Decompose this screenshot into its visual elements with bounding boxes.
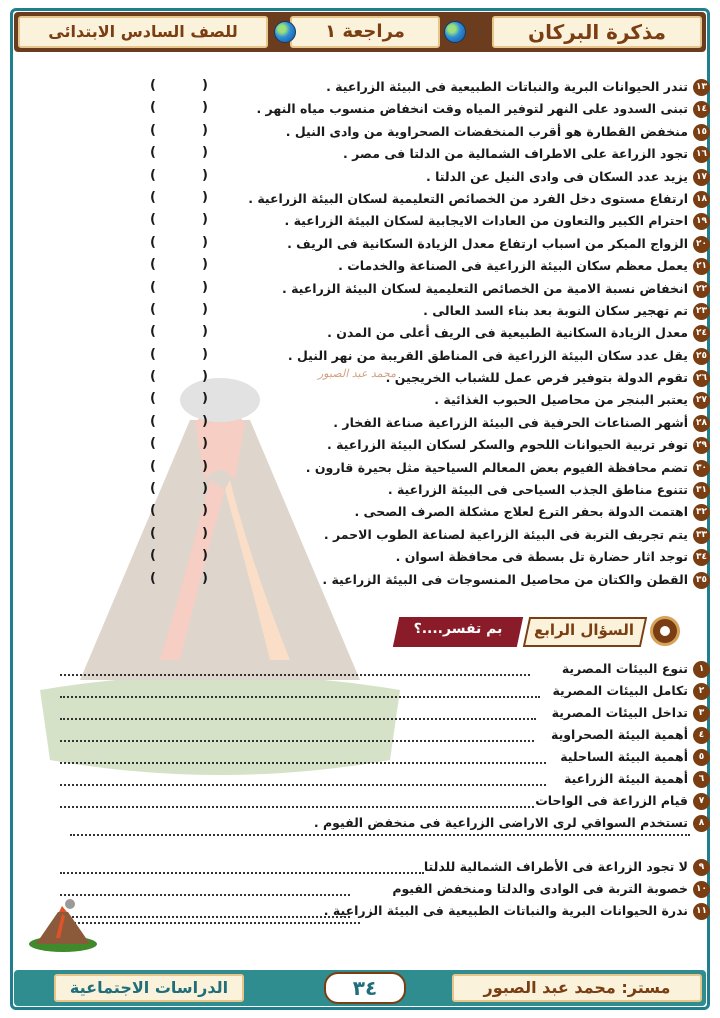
statement-text: معدل الزيادة السكانية الطبيعية فى الريف أعلى من المدن . [327,325,688,341]
explain-number: ٨ [693,815,710,832]
explain-text: أهمية البيئة الصحراوية [551,727,688,742]
statement-row [20,457,710,479]
explain-number: ٥ [693,749,710,766]
explain-row [20,724,710,746]
brand-panel [492,16,702,48]
explain-row [20,900,710,922]
statement-text: يعتبر البنجر من محاصيل الحبوب الغذائية . [434,392,688,408]
answer-paren-open[interactable]: ( [202,525,208,541]
teacher-name: مستر: محمد عبد الصبور [483,978,671,997]
statement-number: ١٤ [693,101,710,118]
explain-text: خصوبة التربة فى الوادى والدلتا ومنخفض الفيوم [392,881,688,896]
section-header [380,614,680,650]
statement-text: ارتفاع مستوى دخل الفرد من الخصائص التعليمية لسكان البيئة الزراعية . [248,190,688,206]
explain-number: ٧ [693,793,710,810]
statement-text: القطن والكتان من محاصيل المنسوجات فى البيئة الزراعية . [322,571,688,587]
section-bullet-icon [650,616,680,646]
statement-number: ٣١ [693,482,710,499]
statement-number: ١٩ [693,213,710,230]
statement-row [20,300,710,322]
answer-paren-close[interactable]: ) [150,391,156,407]
statement-number: ٢٠ [693,236,710,253]
statement-number: ٣٣ [693,527,710,544]
statement-number: ٢٤ [693,325,710,342]
explain-text: تنوع البيئات المصرية [561,661,688,676]
explain-row [20,768,710,790]
statement-row [20,479,710,501]
statement-number: ٣٠ [693,460,710,477]
answer-paren-close[interactable]: ) [150,413,156,429]
statement-row [20,389,710,411]
explain-text: تداخل البيئات المصرية [551,705,688,720]
explain-number: ٢ [693,683,710,700]
explain-number: ٦ [693,771,710,788]
answer-paren-close[interactable]: ) [150,189,156,205]
answer-paren-close[interactable]: ) [150,436,156,452]
answer-line[interactable] [60,740,534,742]
answer-paren-close[interactable]: ) [150,78,156,93]
answer-paren-close[interactable]: ) [150,167,156,183]
true-false-list [20,76,710,591]
answer-paren-open[interactable]: ( [202,100,208,116]
statement-row [20,210,710,232]
statement-text: منخفض القطارة هو أقرب المنخفضات الصحراوية من وادى النيل . [285,123,688,139]
answer-line[interactable] [60,784,546,786]
grade-title: للصف السادس الابتدائى [48,22,238,41]
answer-paren-open[interactable]: ( [202,167,208,183]
answer-paren-open[interactable]: ( [202,301,208,317]
explain-text: تكامل البيئات المصرية [552,683,688,698]
explain-number: ١١ [693,903,710,920]
answer-paren-open[interactable]: ( [202,279,208,295]
explain-text: أهمية البيئة الزراعية [563,771,688,786]
answer-paren-open[interactable]: ( [202,481,208,497]
statement-number: ٢٣ [693,303,710,320]
answer-paren-open[interactable]: ( [202,346,208,362]
answer-paren-open[interactable]: ( [202,548,208,564]
statement-text: تتنوع مناطق الجذب السياحى فى البيئة الزراعية . [387,482,688,498]
statement-row [20,367,710,389]
statement-number: ٢٨ [693,415,710,432]
statement-row [20,434,710,456]
answer-paren-close[interactable]: ) [150,279,156,295]
answer-paren-close[interactable]: ) [150,570,156,586]
explain-row [20,658,710,680]
statement-number: ٢٦ [693,370,710,387]
answer-paren-open[interactable]: ( [202,257,208,273]
teacher-panel [452,974,702,1002]
answer-paren-open[interactable]: ( [202,78,208,93]
explain-text: قيام الزراعة فى الواحات [535,793,688,808]
answer-paren-open[interactable]: ( [202,212,208,228]
answer-paren-close[interactable]: ) [150,122,156,138]
explain-row [20,790,710,812]
explain-number: ٩ [693,859,710,876]
section-subtitle: بم تفسر....؟ [413,621,503,637]
answer-paren-close[interactable]: ) [150,212,156,228]
answer-paren-close[interactable]: ) [150,481,156,497]
statement-text: الزواج المبكر من اسباب ارتفاع معدل الزيادة السكانية فى الريف . [287,235,688,251]
statement-row [20,166,710,188]
answer-paren-open[interactable]: ( [202,413,208,429]
answer-paren-close[interactable]: ) [150,301,156,317]
statement-text: يقل عدد سكان البيئة الزراعية فى المناطق القريبة من نهر النيل . [287,347,688,363]
explain-text: أهمية البيئة الساحلية [560,749,688,764]
answer-line[interactable] [60,872,424,874]
statement-row [20,569,710,591]
statement-number: ١٧ [693,169,710,186]
answer-paren-open[interactable]: ( [202,145,208,161]
statement-text: تجود الزراعة على الاطراف الشمالية من الدلتا فى مصر . [343,146,688,162]
answer-line[interactable] [60,696,540,698]
statement-text: اهتمت الدولة بحفر الترع لعلاج مشكلة الصرف الصحى . [354,504,688,520]
answer-paren-close[interactable]: ) [150,525,156,541]
explain-row [20,680,710,702]
answer-line[interactable] [70,922,360,924]
statement-row [20,255,710,277]
statement-row [20,546,710,568]
explain-text: تستخدم السواقي لرى الاراضى الزراعية فى منخفض الفيوم . [313,815,688,830]
page-number: ٣٤ [352,976,378,1000]
answer-line[interactable] [60,674,530,676]
statement-text: احترام الكبير والتعاون من العادات الايجابية لسكان البيئة الزراعية . [284,213,688,229]
statement-number: ٢٥ [693,348,710,365]
answer-paren-close[interactable]: ) [150,503,156,519]
answer-paren-open[interactable]: ( [202,503,208,519]
answer-paren-close[interactable]: ) [150,100,156,116]
answer-line[interactable] [60,916,350,918]
statement-number: ٢٩ [693,437,710,454]
section-title: السؤال الرابع [534,621,634,639]
explain-number: ٤ [693,727,710,744]
review-title: مراجعة ١ [325,21,405,42]
statement-text: تضم محافظة الفيوم بعض المعالم السياحية مثل بحيرة قارون . [305,459,688,475]
statement-row [20,524,710,546]
statement-number: ١٨ [693,191,710,208]
statement-number: ١٣ [693,79,710,96]
answer-paren-open[interactable]: ( [202,189,208,205]
statement-row [20,76,710,98]
answer-paren-close[interactable]: ) [150,234,156,250]
subject-panel [54,974,244,1002]
statement-text: تندر الحيوانات البرية والنباتات الطبيعية فى البيئة الزراعية . [326,79,688,94]
explain-row [20,702,710,724]
explain-number: ١٠ [693,881,710,898]
answer-paren-open[interactable]: ( [202,324,208,340]
review-panel [290,16,440,48]
answer-line[interactable] [70,834,690,836]
statement-text: يتم تجريف التربة فى البيئة الزراعية لصناعة الطوب الاحمر . [323,526,688,542]
answer-paren-close[interactable]: ) [150,346,156,362]
answer-line[interactable] [60,762,546,764]
statement-number: ١٥ [693,124,710,141]
statement-number: ٢١ [693,258,710,275]
answer-paren-close[interactable]: ) [150,257,156,273]
statement-text: تبنى السدود على النهر لتوفير المياه وقت انخفاض منسوب مياه النهر . [256,101,688,117]
grade-panel [18,16,268,48]
statement-number: ٣٥ [693,572,710,589]
statement-row [20,278,710,300]
page-header [14,12,706,52]
answer-paren-close[interactable]: ) [150,548,156,564]
statement-text: توفر تربية الحيوانات اللحوم والسكر لسكان البيئة الزراعية . [326,437,688,453]
statement-text: توجد اثار حضارة تل بسطة فى محافظة اسوان . [395,549,688,565]
answer-paren-open[interactable]: ( [202,458,208,474]
statement-number: ٣٤ [693,549,710,566]
answer-paren-close[interactable]: ) [150,458,156,474]
statement-text: تقوم الدولة بتوفير فرص عمل للشباب الخريجين . [385,370,688,386]
answer-paren-open[interactable]: ( [202,234,208,250]
explain-text: لا تجود الزراعة فى الأطراف الشمالية للدلتا [423,859,688,874]
answer-paren-close[interactable]: ) [150,145,156,161]
watermark-signature: محمد عبد الصبور [318,367,397,380]
statement-number: ٢٧ [693,392,710,409]
volcano-icon [26,898,100,954]
page-footer [14,970,706,1006]
answer-paren-open[interactable]: ( [202,122,208,138]
brand-title: مذكرة البركان [528,20,666,44]
statement-number: ١٦ [693,146,710,163]
answer-paren-open[interactable]: ( [202,436,208,452]
statement-text: يزيد عدد السكان فى وادى النيل عن الدلتا . [425,168,688,184]
statement-row [20,143,710,165]
explain-number: ٣ [693,705,710,722]
explain-row [20,878,710,900]
explain-text: ندرة الحيوانات البرية والنباتات الطبيعية فى البيئة الزراعية . [323,903,688,918]
answer-line[interactable] [60,718,536,720]
statement-text: تم تهجير سكان النوبة بعد بناء السد العالى . [423,302,688,318]
statement-row [20,121,710,143]
globe-icon [444,21,466,43]
answer-line[interactable] [60,894,350,896]
answer-paren-close[interactable]: ) [150,369,156,385]
statement-row [20,188,710,210]
statement-text: انخفاض نسبة الامية من الخصائص التعليمية لسكان البيئة الزراعية . [281,280,688,296]
answer-paren-open[interactable]: ( [202,570,208,586]
explain-row [20,746,710,768]
explain-row [20,812,710,834]
answer-paren-close[interactable]: ) [150,324,156,340]
statement-number: ٢٢ [693,281,710,298]
explain-row [20,856,710,878]
statement-row [20,345,710,367]
statement-row [20,412,710,434]
page-number-badge [324,972,406,1004]
answer-line[interactable] [60,806,534,808]
statement-number: ٣٢ [693,504,710,521]
statement-row [20,501,710,523]
globe-icon [274,21,296,43]
answer-paren-open[interactable]: ( [202,369,208,385]
statement-row [20,322,710,344]
answer-paren-open[interactable]: ( [202,391,208,407]
statement-text: أشهر الصناعات الحرفية فى البيئة الزراعية صناعة الفخار . [333,414,688,430]
subject-name: الدراسات الاجتماعية [69,978,229,997]
statement-text: يعمل معظم سكان البيئة الزراعية فى الصناعة والخدمات . [338,258,688,274]
explain-number: ١ [693,661,710,678]
statement-row [20,98,710,120]
statement-row [20,233,710,255]
